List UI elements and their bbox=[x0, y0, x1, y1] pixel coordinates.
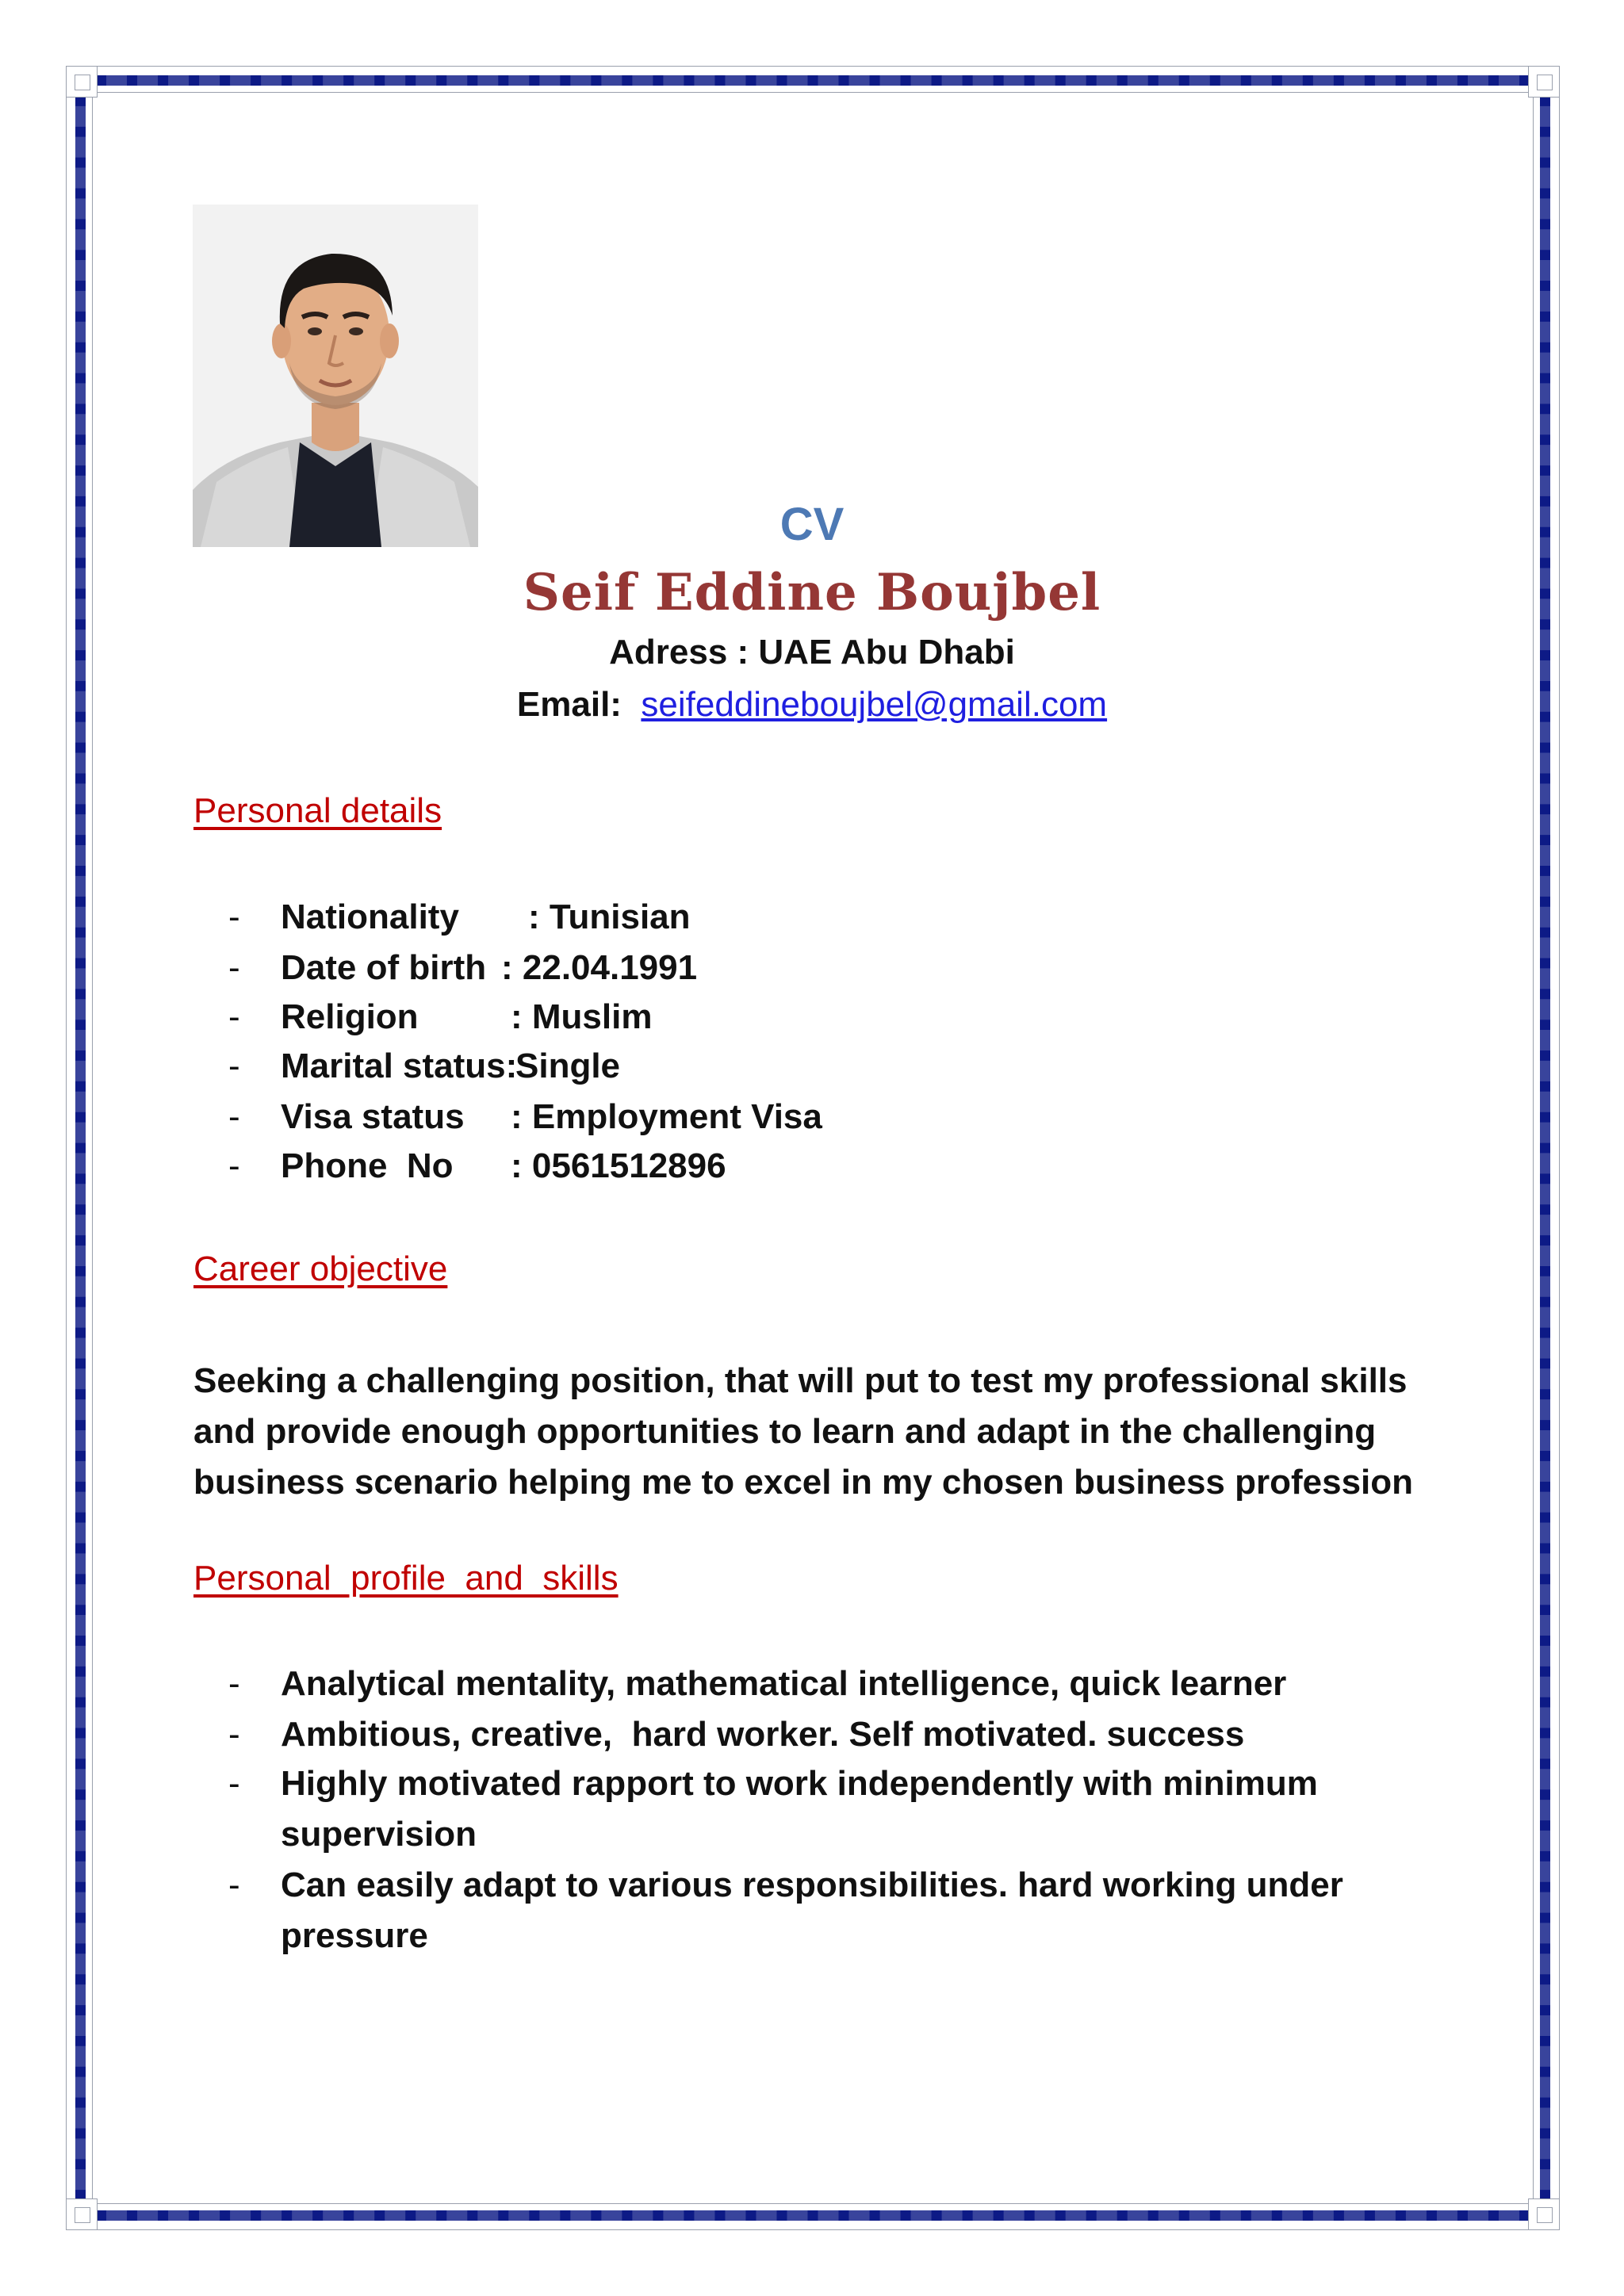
detail-label: Visa status bbox=[281, 1097, 465, 1136]
list-dash: - bbox=[228, 897, 240, 936]
detail-label: Religion bbox=[281, 997, 419, 1036]
border-corner-top-left bbox=[66, 66, 98, 98]
list-dash: - bbox=[228, 1097, 240, 1136]
list-dash: - bbox=[228, 1664, 240, 1703]
detail-value: : Tunisian bbox=[528, 897, 691, 936]
paragraph-line: and provide enough opportunities to learn and adapt in the challenging bbox=[193, 1412, 1377, 1451]
detail-label: Marital status: bbox=[281, 1047, 518, 1085]
section-title-personal-details: Personal details bbox=[193, 791, 442, 830]
detail-value: : 0561512896 bbox=[511, 1146, 726, 1185]
detail-value: : Employment Visa bbox=[511, 1097, 822, 1136]
skill-text: Can easily adapt to various responsibilities. hard working under pressure bbox=[281, 1866, 1343, 1955]
list-item bbox=[228, 1659, 1470, 1709]
list-dash: - bbox=[228, 1146, 240, 1185]
section-title-profile-skills: Personal profile and skills bbox=[193, 1559, 619, 1598]
career-objective-paragraph bbox=[193, 1356, 1462, 1508]
cv-heading: CV bbox=[779, 499, 845, 550]
email-line bbox=[0, 685, 1624, 725]
candidate-name: Seif Eddine Boujbel bbox=[523, 563, 1101, 622]
portrait-photo-icon bbox=[193, 205, 478, 547]
list-item bbox=[228, 1860, 1407, 1961]
detail-value: : Muslim bbox=[511, 997, 653, 1036]
border-corner-bottom-left bbox=[66, 2198, 98, 2230]
detail-label: Date of birth bbox=[281, 948, 487, 987]
detail-label: Nationality bbox=[281, 897, 459, 936]
detail-value: : 22.04.1991 bbox=[501, 948, 698, 987]
detail-value: Single bbox=[515, 1047, 621, 1085]
border-corner-top-right bbox=[1528, 66, 1560, 98]
list-dash: - bbox=[228, 997, 240, 1036]
list-dash: - bbox=[228, 948, 240, 987]
email-label: Email: bbox=[516, 685, 622, 724]
list-item bbox=[228, 1709, 1470, 1760]
skill-text: Highly motivated rapport to work independently with minimum supervision bbox=[281, 1764, 1318, 1854]
list-dash: - bbox=[228, 1715, 240, 1754]
skill-text: Ambitious, creative, hard worker. Self motivated. success bbox=[281, 1715, 1245, 1754]
paragraph-line: Seeking a challenging position, that will put to test my professional skills bbox=[193, 1361, 1408, 1400]
email-link[interactable]: seifeddineboujbel@gmail.com bbox=[641, 685, 1108, 724]
address-line: Adress : UAE Abu Dhabi bbox=[609, 633, 1015, 672]
list-dash: - bbox=[228, 1047, 240, 1085]
portrait-photo bbox=[193, 205, 478, 547]
section-title-career-objective: Career objective bbox=[193, 1249, 448, 1288]
list-dash: - bbox=[228, 1866, 240, 1904]
skill-text: Analytical mentality, mathematical intelligence, quick learner bbox=[281, 1664, 1287, 1703]
list-item bbox=[228, 1758, 1407, 1860]
detail-label: Phone No bbox=[281, 1146, 454, 1185]
list-dash: - bbox=[228, 1764, 240, 1803]
border-corner-bottom-right bbox=[1528, 2198, 1560, 2230]
paragraph-line: business scenario helping me to excel in my chosen business profession bbox=[193, 1463, 1414, 1502]
